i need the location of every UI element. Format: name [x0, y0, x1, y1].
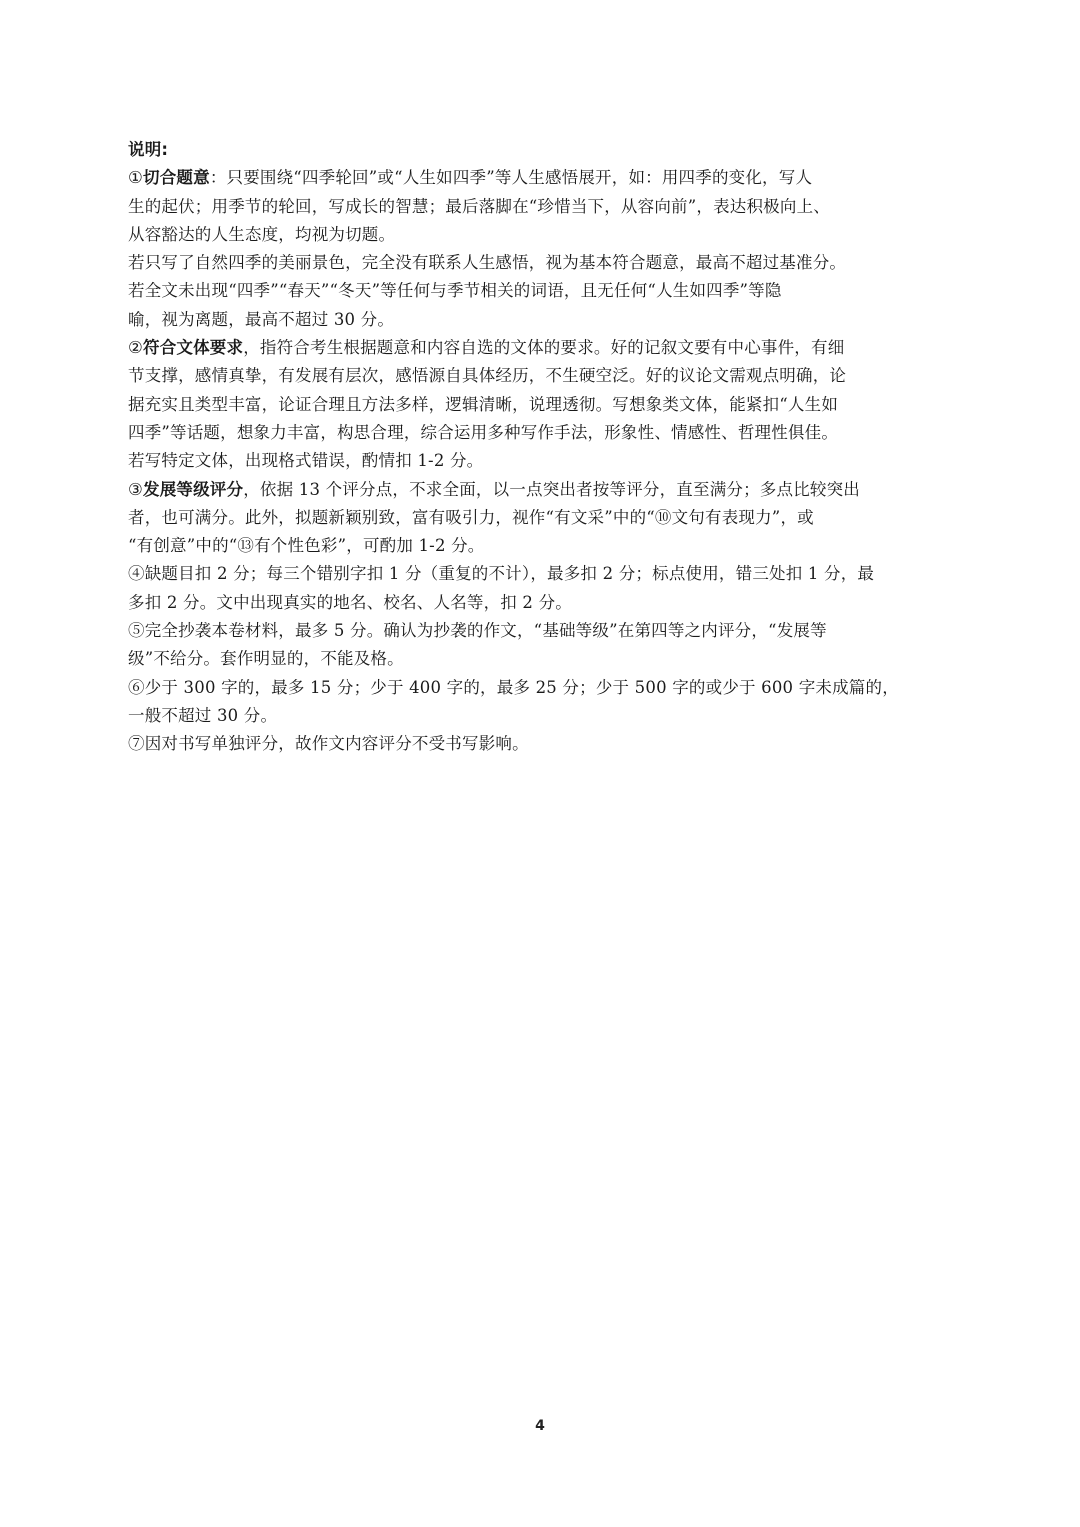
- rule-3-heading: 发展等级评分: [143, 479, 244, 499]
- rule-1-line-1: [128, 164, 954, 192]
- document-body: [128, 136, 954, 759]
- rule-7-line-1: ⑦因对书写单独评分，故作文内容评分不受书写影响。: [128, 734, 529, 754]
- rule-2-line-3: 据充实且类型丰富，论证合理且方法多样，逻辑清晰，说理透彻。写想象类文体，能紧扣“人生如: [128, 394, 839, 414]
- rule-2-line-1: [128, 334, 954, 362]
- rule-2-number: ②: [128, 338, 143, 358]
- rule-3-line-1: [128, 476, 954, 504]
- rule-3-text: ，依据 13 个评分点，不求全面，以一点突出者按等评分，直至满分；多点比较突出: [243, 479, 860, 499]
- rule-6-line-1: ⑥少于 300 字的，最多 15 分；少于 400 字的，最多 25 分；少于 500 字的或少于 600 字未成篇的，: [128, 677, 899, 697]
- rule-1-line-2: 生的起伏；用季节的轮回，写成长的智慧；最后落脚在“珍惜当下，从容向前”，表达积极向上、: [128, 196, 830, 216]
- rule-5-line-2: 级”不给分。套作明显的，不能及格。: [128, 649, 404, 669]
- rule-6-line-2: 一般不超过 30 分。: [128, 705, 278, 725]
- rule-5-line-1: ⑤完全抄袭本卷材料，最多 5 分。确认为抄袭的作文，“基础等级”在第四等之内评分，“发展等: [128, 621, 827, 641]
- page-number: 4: [535, 1418, 545, 1434]
- rule-2-line-4: 四季”等话题，想象力丰富，构思合理，综合运用多种写作手法，形象性、情感性、哲理性俱佳。: [128, 422, 839, 442]
- rule-2-heading: 符合文体要求: [143, 338, 244, 358]
- rule-1-text: ：只要围绕“四季轮回”或“人生如四季”等人生感悟展开，如：用四季的变化，写人: [209, 168, 813, 188]
- rule-2-line-5: 若写特定文体，出现格式错误，酌情扣 1-2 分。: [128, 451, 484, 471]
- rule-1-line-6: 喻，视为离题，最高不超过 30 分。: [128, 309, 395, 329]
- rule-4-line-1: ④缺题目扣 2 分；每三个错别字扣 1 分（重复的不计），最多扣 2 分；标点使用，错三处扣 1 分，最: [128, 564, 875, 584]
- rule-1-heading: 切合题意: [143, 168, 210, 188]
- rule-1-line-5: 若全文未出现“四季”“春天”“冬天”等任何与季节相关的词语，且无任何“人生如四季”等隐: [128, 281, 782, 301]
- rule-3-line-3: “有创意”中的“⑬有个性色彩”，可酌加 1-2 分。: [128, 536, 485, 556]
- document-title: 说明:: [128, 140, 169, 159]
- rule-3-number: ③: [128, 479, 143, 499]
- rule-2-line-2: 节支撑，感情真挚，有发展有层次，感悟源自具体经历，不生硬空泛。好的议论文需观点明确，论: [128, 366, 847, 386]
- rule-1-line-4: 若只写了自然四季的美丽景色，完全没有联系人生感悟，视为基本符合题意，最高不超过基准分。: [128, 253, 847, 273]
- rule-4-line-2: 多扣 2 分。文中出现真实的地名、校名、人名等，扣 2 分。: [128, 592, 572, 612]
- rule-1-line-3: 从容豁达的人生态度，均视为切题。: [128, 224, 396, 244]
- rule-3-line-2: 者，也可满分。此外，拟题新颖别致，富有吸引力，视作“有文采”中的“⑩文句有表现力”，或: [128, 507, 814, 527]
- rule-1-number: ①: [128, 168, 143, 188]
- rule-2-text: ，指符合考生根据题意和内容自选的文体的要求。好的记叙文要有中心事件，有细: [243, 338, 845, 358]
